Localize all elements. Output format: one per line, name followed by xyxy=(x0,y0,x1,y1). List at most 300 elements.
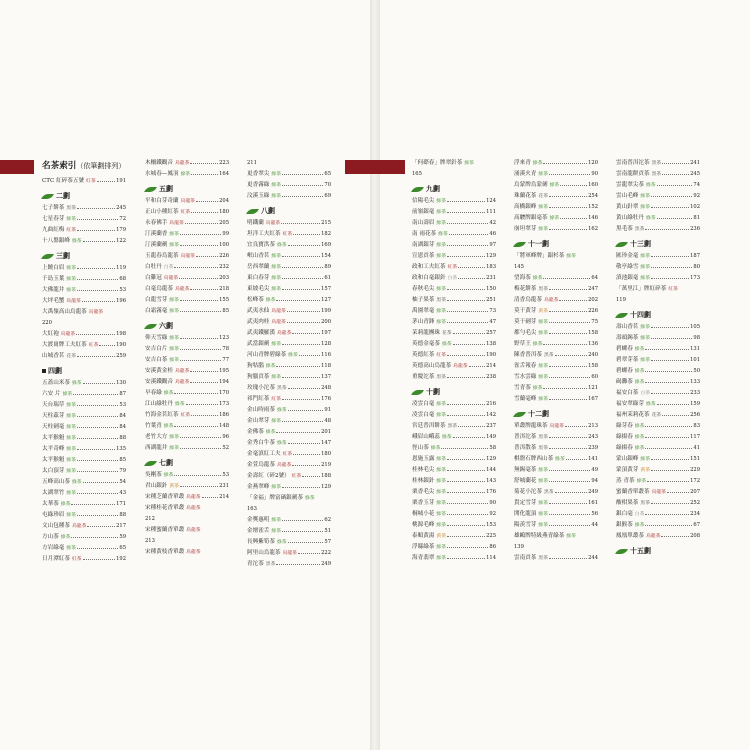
dot-leader xyxy=(447,492,485,493)
page-number: 158 xyxy=(588,363,598,369)
dot-leader xyxy=(180,300,218,301)
tea-name: 祁門紅茶 xyxy=(247,396,270,402)
page-number: 219 xyxy=(321,462,331,468)
dot-leader xyxy=(287,311,320,312)
tea-name: 五蓋山米茶 xyxy=(42,380,70,386)
tea-leaf-icon xyxy=(246,209,259,214)
page-number: 49 xyxy=(591,467,598,473)
index-entry xyxy=(514,224,598,235)
dot-leader xyxy=(190,289,218,290)
page-number: 199 xyxy=(321,308,331,314)
index-column-5 xyxy=(514,158,598,564)
index-entry xyxy=(42,477,126,488)
dot-leader xyxy=(549,558,587,559)
tea-category-tag: 烏龍茶 xyxy=(549,424,564,429)
index-entry xyxy=(616,388,700,399)
page-number: 88 xyxy=(119,512,126,518)
index-entry xyxy=(42,378,126,389)
tea-name: 茅山青鋒 xyxy=(412,319,435,325)
page-number: 244 xyxy=(588,555,598,561)
page-number: 131 xyxy=(690,346,700,352)
tea-leaf-icon xyxy=(615,242,628,247)
page-number: 86 xyxy=(489,544,496,550)
tea-name: 太白頂芽 xyxy=(42,468,65,474)
dot-leader xyxy=(447,547,488,548)
dot-leader xyxy=(276,432,320,433)
tea-name: 清香烏龍茶 xyxy=(514,297,542,303)
dot-leader xyxy=(77,230,115,231)
tea-category-tag: 綠茶 xyxy=(60,502,71,507)
tea-name: 綠揚春 xyxy=(616,434,633,440)
index-entry xyxy=(42,176,126,187)
tea-category-tag: 綠茶 xyxy=(66,436,76,441)
tea-category-tag: 花茶 xyxy=(651,413,662,418)
tea-category-tag: 綠茶 xyxy=(271,194,281,199)
index-entry xyxy=(514,361,598,372)
tea-category-tag: 綠茶 xyxy=(634,380,645,385)
index-entry xyxy=(514,202,598,213)
page-number: 200 xyxy=(321,319,331,325)
tea-name: 玉龍春烏龍茶 xyxy=(145,253,179,259)
tea-name: 大坪毛蟹 xyxy=(42,298,65,304)
index-entry xyxy=(514,295,598,306)
dot-leader xyxy=(645,514,689,515)
page-number: 223 xyxy=(219,160,229,166)
tea-name: 宋種芝蘭香單叢 xyxy=(145,494,185,500)
dot-leader xyxy=(77,405,118,406)
index-entry xyxy=(247,191,331,202)
tea-name: 宋種桂花香單叢 xyxy=(145,505,185,511)
page-number: 94 xyxy=(591,478,598,484)
index-entry xyxy=(42,521,126,532)
tea-category-tag: 烏龍茶 xyxy=(66,299,81,304)
tea-name: 太湖翠竹 xyxy=(42,490,65,496)
tea-category-tag: 綠茶 xyxy=(538,523,548,528)
dot-leader xyxy=(180,311,221,312)
tea-category-tag: 烏龍茶 xyxy=(174,287,190,292)
tea-category-tag: 綠茶 xyxy=(271,518,281,523)
tea-category-tag: 紅茶 xyxy=(436,353,446,358)
tea-category-tag: 烏龍茶 xyxy=(186,506,201,511)
tea-category-tag: 烏龍茶 xyxy=(174,369,190,374)
index-entry xyxy=(247,218,331,229)
stroke-group-heading xyxy=(42,249,126,263)
page-number: 87 xyxy=(119,391,126,397)
index-entry xyxy=(412,284,496,295)
tea-name: 武夷肉桂 xyxy=(247,319,270,325)
tea-category-tag: 綠茶 xyxy=(538,501,548,506)
tea-name: 雀舌報春 xyxy=(514,363,537,369)
tea-name: 黃山針翠 xyxy=(616,204,639,210)
tea-name: 舒城蘭花 xyxy=(514,478,537,484)
tea-category-tag: 綠茶 xyxy=(549,183,560,188)
tea-name: 宋種黃枝香單叢 xyxy=(145,549,185,555)
page-number: 53 xyxy=(222,472,229,478)
page-number: 164 xyxy=(219,171,229,177)
tea-name: 白牡丹 xyxy=(145,264,162,270)
index-entry xyxy=(514,432,598,443)
index-entry xyxy=(412,196,496,207)
tea-name: 武夷鐵羅漢 xyxy=(247,330,275,336)
index-entry xyxy=(247,306,331,317)
page-number: 46 xyxy=(489,231,496,237)
tea-category-tag: 烏龍茶 xyxy=(645,534,661,539)
tea-name: 恩施玉露 xyxy=(412,456,435,462)
tea-name: 黑毛茶 xyxy=(616,226,633,232)
tea-category-tag: 黑茶 xyxy=(265,562,276,567)
dot-leader xyxy=(667,492,689,493)
dot-leader xyxy=(447,459,485,460)
tea-category-tag: 黑茶 xyxy=(447,424,458,429)
tea-category-tag: 花茶 xyxy=(538,194,548,199)
page-number-continued: 211 xyxy=(247,160,257,166)
page-number: 79 xyxy=(119,468,126,474)
tea-category-tag: 綠茶 xyxy=(640,205,650,210)
dot-leader xyxy=(276,564,320,565)
page-number: 65 xyxy=(119,545,126,551)
page-number: 155 xyxy=(219,297,229,303)
index-entry xyxy=(514,520,598,531)
tea-category-tag: 綠茶 xyxy=(538,375,548,380)
dot-leader xyxy=(458,426,485,427)
tea-category-tag: 黑茶 xyxy=(538,556,548,561)
tea-name: 狗腦貢茶 xyxy=(247,374,270,380)
page-number: 141 xyxy=(588,456,598,462)
tea-name: 望海茶 xyxy=(514,275,531,281)
tea-category-tag: 綠茶 xyxy=(538,320,548,325)
dot-leader xyxy=(447,525,485,526)
page-number: 190 xyxy=(486,352,496,358)
tea-name: 東坡毛尖 xyxy=(247,286,270,292)
tea-category-tag: 綠茶 xyxy=(438,232,448,237)
stroke-group-heading xyxy=(514,407,598,421)
index-entry xyxy=(145,410,229,421)
index-entry xyxy=(42,466,126,477)
tea-name: 金萱烏龍茶 xyxy=(247,462,275,468)
stroke-group-label: 十二劃 xyxy=(528,409,549,418)
tea-name: 狗牯腦 xyxy=(247,363,264,369)
page-number: 245 xyxy=(116,205,126,211)
index-entry xyxy=(247,240,331,251)
page-number: 130 xyxy=(116,380,126,386)
tea-name: 玫瑰小沱茶 xyxy=(247,385,275,391)
tea-name: 老竹大方 xyxy=(145,434,168,440)
index-entry xyxy=(616,251,700,262)
stroke-group-label: 五劃 xyxy=(159,184,173,193)
tea-name: 桐城小花 xyxy=(412,511,435,517)
index-entry xyxy=(247,350,331,361)
tea-name: 太平猴魁 xyxy=(42,435,65,441)
page-number: 81 xyxy=(693,215,700,221)
tea-category-tag: 綠茶 xyxy=(436,221,446,226)
page-number: 214 xyxy=(219,494,229,500)
index-entry xyxy=(514,317,598,328)
index-entry xyxy=(145,158,229,169)
tea-category-tag: 綠茶 xyxy=(265,364,276,369)
tea-name: 「金福」牌富硒銀劍茶 xyxy=(247,495,303,501)
dot-leader xyxy=(180,234,221,235)
page-number: 158 xyxy=(588,330,598,336)
index-entry xyxy=(412,158,496,169)
dot-leader xyxy=(645,349,689,350)
index-entry xyxy=(616,202,700,213)
left-red-tab xyxy=(0,160,34,174)
index-entry xyxy=(145,525,229,536)
page-number: 183 xyxy=(486,264,496,270)
page-number-wrapped: 163 xyxy=(247,506,257,512)
page-number: 251 xyxy=(486,297,496,303)
tea-category-tag: 綠茶 xyxy=(436,309,446,314)
page-number: 91 xyxy=(324,407,331,413)
dot-leader xyxy=(447,223,488,224)
tea-name: 敬亭綠雪 xyxy=(616,264,639,270)
dot-leader xyxy=(87,526,115,527)
dot-leader xyxy=(282,421,323,422)
index-entry xyxy=(247,262,331,273)
dot-leader xyxy=(657,404,690,405)
index-entry xyxy=(42,214,126,225)
dot-leader xyxy=(645,229,689,230)
dot-leader xyxy=(174,426,218,427)
tea-name: 金壽紅（碎2號） xyxy=(247,473,290,479)
tea-name: 峨眉山峨蕊 xyxy=(412,434,440,440)
index-entry xyxy=(145,432,229,443)
index-entry xyxy=(247,361,331,372)
page-number: 83 xyxy=(693,423,700,429)
index-entry xyxy=(247,493,331,504)
tea-category-tag: 烏龍茶 xyxy=(180,199,195,204)
tea-category-tag: 綠茶 xyxy=(174,402,185,407)
page-number: 116 xyxy=(321,352,331,358)
page-number: 84 xyxy=(119,413,126,419)
dot-leader xyxy=(559,300,587,301)
tea-name: 高駿牌銀毫茶 xyxy=(514,215,548,221)
tea-category-tag: 紅茶 xyxy=(282,232,293,237)
index-entry xyxy=(145,388,229,399)
tea-name: 更香霧綠 xyxy=(247,182,270,188)
index-entry xyxy=(145,273,229,284)
tea-name: 七星春芽 xyxy=(42,216,65,222)
tea-leaf-icon xyxy=(615,313,628,318)
dot-leader xyxy=(441,448,488,449)
dot-leader xyxy=(645,437,689,438)
dot-leader xyxy=(549,525,590,526)
tea-name: 長興紫筍茶 xyxy=(247,539,275,545)
dot-leader xyxy=(180,360,221,361)
index-entry xyxy=(616,355,700,366)
index-entry xyxy=(42,225,126,236)
page-number: 85 xyxy=(222,308,229,314)
tea-category-tag: 綠茶 xyxy=(532,386,543,391)
tea-category-tag: 綠茶 xyxy=(169,309,179,314)
tea-leaf-icon xyxy=(411,390,424,395)
dot-leader xyxy=(549,229,587,230)
dot-leader xyxy=(180,245,218,246)
dot-leader xyxy=(282,196,323,197)
index-title xyxy=(42,158,126,174)
tea-name: 阿里山烏龍茶 xyxy=(247,550,281,556)
page-number: 144 xyxy=(486,467,496,473)
page-number: 56 xyxy=(591,511,598,517)
dot-leader xyxy=(77,460,118,461)
tea-name: 匯珍金毫 xyxy=(616,253,639,259)
tea-category-tag: 黑茶 xyxy=(538,446,548,451)
page-number: 48 xyxy=(324,418,331,424)
page-number: 161 xyxy=(588,500,598,506)
tea-category-tag: 黑茶 xyxy=(538,287,548,292)
tea-category-tag: 綠茶 xyxy=(66,469,76,474)
dot-leader xyxy=(645,426,692,427)
dot-leader xyxy=(82,301,115,302)
index-entry xyxy=(42,340,126,351)
tea-category-tag: 綠茶 xyxy=(441,342,452,347)
dot-leader xyxy=(196,201,218,202)
index-entry xyxy=(514,531,598,542)
tea-name: 重慶沱茶 xyxy=(412,374,435,380)
index-title-text: 名茶索引 xyxy=(42,161,77,171)
tea-category-tag: 綠茶 xyxy=(66,546,76,551)
page-number: 241 xyxy=(690,160,700,166)
tea-category-tag: 綠茶 xyxy=(436,254,446,259)
page-number-wrapped: 212 xyxy=(145,516,155,522)
page-number: 137 xyxy=(321,374,331,380)
tea-leaf-icon xyxy=(615,549,628,554)
tea-category-tag: 黃茶 xyxy=(436,534,446,539)
tea-name: 竹葉青 xyxy=(145,423,162,429)
tea-category-tag: 黑茶 xyxy=(538,435,548,440)
page-number: 129 xyxy=(486,253,496,259)
index-entry xyxy=(412,361,496,372)
tea-name: 雲山毛峰 xyxy=(616,193,639,199)
index-entry xyxy=(247,537,331,548)
index-entry xyxy=(412,531,496,542)
dot-leader xyxy=(662,163,689,164)
dot-leader xyxy=(560,218,587,219)
tea-name: 烏蒙牌烏蒙劍 xyxy=(514,182,548,188)
tea-category-tag: 黑茶 xyxy=(276,386,287,391)
tea-name: 政和白毫銀針 xyxy=(412,275,446,281)
page-number: 52 xyxy=(222,445,229,451)
index-entry xyxy=(616,487,700,498)
tea-name: 銀猴茶 xyxy=(616,522,633,528)
page-number: 41 xyxy=(693,445,700,451)
tea-name: 方岩綠毫 xyxy=(42,545,65,551)
page-number: 160 xyxy=(588,182,598,188)
tea-category-tag: 綠茶 xyxy=(271,276,281,281)
page-number: 142 xyxy=(486,412,496,418)
dot-leader xyxy=(549,470,590,471)
index-entry xyxy=(247,372,331,383)
index-entry xyxy=(412,273,496,284)
stroke-group-heading xyxy=(42,364,126,378)
tea-category-tag: 綠茶 xyxy=(271,485,281,490)
page-number: 73 xyxy=(489,308,496,314)
tea-name: 金山時雨茶 xyxy=(247,407,275,413)
tea-category-tag: 綠茶 xyxy=(645,402,656,407)
tea-name: 永春佛手 xyxy=(145,220,168,226)
tea-name: 單叢牌龍珠茶 xyxy=(514,423,548,429)
tea-category-tag: 綠茶 xyxy=(276,441,287,446)
dot-leader xyxy=(447,355,485,356)
dot-leader xyxy=(282,531,323,532)
page-number: 243 xyxy=(588,434,598,440)
dot-leader xyxy=(447,311,488,312)
tea-category-tag: 烏龍茶 xyxy=(180,254,195,259)
tea-category-tag: 綠茶 xyxy=(436,490,446,495)
dot-leader xyxy=(77,279,118,280)
index-entry xyxy=(42,274,126,285)
page-number: 111 xyxy=(486,209,496,215)
index-entry xyxy=(145,366,229,377)
page-number: 62 xyxy=(324,517,331,523)
dot-leader xyxy=(83,241,116,242)
dot-leader xyxy=(549,399,587,400)
dot-leader xyxy=(77,493,118,494)
dot-leader xyxy=(77,438,118,439)
tea-name: 壽頭錫茶 xyxy=(616,335,639,341)
tea-name: 金佛茶 xyxy=(247,429,264,435)
tea-category-tag: 綠茶 xyxy=(271,183,281,188)
index-entry xyxy=(514,158,598,169)
tea-name: 浮來青 xyxy=(514,160,531,166)
dot-leader xyxy=(190,163,218,164)
index-entry xyxy=(145,355,229,366)
dot-leader xyxy=(77,208,115,209)
index-entry xyxy=(42,499,126,510)
dot-leader xyxy=(647,481,689,482)
tea-category-tag: 綠茶 xyxy=(169,347,179,352)
page-number: 249 xyxy=(588,489,598,495)
index-entry xyxy=(145,377,229,388)
index-entry xyxy=(145,443,229,454)
dot-leader xyxy=(453,437,486,438)
dot-leader xyxy=(458,278,485,279)
tea-name: 白雞冠 xyxy=(145,275,162,281)
index-entry xyxy=(616,410,700,421)
index-entry xyxy=(42,532,126,543)
page-number: 157 xyxy=(321,286,331,292)
tea-name: 雪蘭毫峰 xyxy=(514,396,537,402)
tea-category-tag: 烏龍茶 xyxy=(88,310,104,315)
index-entry xyxy=(145,344,229,355)
tea-name: 太平猴魁 xyxy=(42,457,65,463)
page-number: 67 xyxy=(693,522,700,528)
tea-name: 南山壽眉 xyxy=(412,220,435,226)
page-number: 102 xyxy=(690,204,700,210)
tea-category-tag: 綠茶 xyxy=(436,210,446,215)
index-entry xyxy=(514,553,598,564)
tea-category-tag: 綠茶 xyxy=(555,457,565,462)
page-number: 84 xyxy=(119,424,126,430)
page-number: 226 xyxy=(588,308,598,314)
tea-name: 普洱沱茶 xyxy=(514,434,537,440)
tea-category-tag: 綠茶 xyxy=(66,513,76,518)
dot-leader xyxy=(447,322,488,323)
tea-name: 天台瑞草 xyxy=(42,402,65,408)
index-entry xyxy=(616,377,700,388)
page-number: 225 xyxy=(486,533,496,539)
index-entry xyxy=(616,509,700,520)
index-entry xyxy=(616,454,700,465)
tea-name: 都勻毛尖 xyxy=(514,330,537,336)
tea-category-tag: 綠茶 xyxy=(276,243,287,248)
index-entry xyxy=(42,285,126,296)
index-entry xyxy=(412,410,496,421)
index-entry xyxy=(145,306,229,317)
tea-name: 南 雨花茶 xyxy=(412,231,437,237)
index-entry xyxy=(145,262,229,273)
tea-name: 政和工夫紅茶 xyxy=(412,264,446,270)
